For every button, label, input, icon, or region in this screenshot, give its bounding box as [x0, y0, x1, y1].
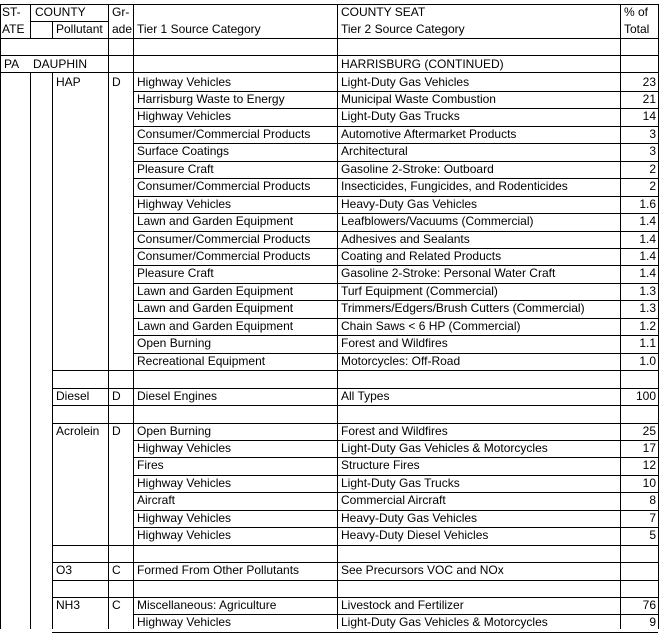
tier1-category: Surface Coatings — [137, 144, 230, 158]
tier2-category: Heavy-Duty Diesel Vehicles — [341, 528, 489, 542]
header-tier1: Tier 1 Source Category — [137, 22, 261, 36]
percent-of-total: 1.3 — [639, 301, 656, 315]
tier1-category: Consumer/Commercial Products — [137, 179, 311, 193]
tier2-category: Light-Duty Gas Trucks — [341, 109, 460, 123]
percent-of-total: 2 — [649, 162, 656, 176]
grade-value: C — [112, 598, 121, 612]
table-row-border — [52, 580, 658, 581]
grid-col-line-4 — [133, 4, 134, 629]
grid-col-line-7 — [658, 4, 659, 629]
grid-col-line-1-header — [30, 4, 31, 38]
percent-of-total: 3 — [649, 144, 656, 158]
tier2-category: Forest and Wildfires — [341, 336, 448, 350]
table-row-border — [52, 405, 658, 406]
percent-of-total: 12 — [642, 458, 656, 472]
percent-of-total: 14 — [642, 109, 656, 123]
tier1-category: Consumer/Commercial Products — [137, 127, 311, 141]
percent-of-total: 5 — [649, 528, 656, 542]
county-name: DAUPHIN — [33, 57, 88, 71]
header-state-line2: ATE — [2, 22, 25, 36]
tier2-category: Light-Duty Gas Vehicles & Motorcycles — [341, 615, 548, 629]
percent-of-total: 10 — [642, 476, 656, 490]
percent-of-total: 9 — [649, 615, 656, 629]
pollutant-name: Acrolein — [56, 424, 100, 438]
tier2-category: Insecticides, Fungicides, and Rodenticides — [341, 179, 568, 193]
header-pct-line1: % of — [624, 5, 649, 19]
tier1-category: Lawn and Garden Equipment — [137, 319, 294, 333]
percent-of-total: 1.4 — [639, 266, 656, 280]
header-tier2: Tier 2 Source Category — [341, 22, 465, 36]
percent-of-total: 17 — [642, 441, 656, 455]
tier2-category: Forest and Wildfires — [341, 424, 448, 438]
table-row-border — [52, 545, 658, 546]
percent-of-total: 1.0 — [639, 354, 656, 368]
percent-of-total: 1.3 — [639, 284, 656, 298]
tier1-category: Pleasure Craft — [137, 162, 214, 176]
tier2-category: Trimmers/Edgers/Brush Cutters (Commercial) — [341, 301, 585, 315]
tier1-category: Fires — [137, 458, 164, 472]
grid-col-line-3 — [108, 4, 109, 629]
tier2-category: Architectural — [341, 144, 408, 158]
county-seat-name: HARRISBURG (CONTINUED) — [341, 57, 504, 71]
tier2-category: Structure Fires — [341, 458, 420, 472]
tier2-category: Heavy-Duty Gas Vehicles — [341, 197, 478, 211]
grade-value: D — [112, 75, 121, 89]
pollutant-name: O3 — [56, 563, 73, 577]
tier2-category: Gasoline 2-Stroke: Outboard — [341, 162, 494, 176]
tier1-category: Harrisburg Waste to Energy — [137, 92, 285, 106]
percent-of-total: 2 — [649, 179, 656, 193]
tier1-category: Aircraft — [137, 493, 176, 507]
tier1-category: Highway Vehicles — [137, 441, 232, 455]
percent-of-total: 76 — [642, 598, 656, 612]
tier2-category: Heavy-Duty Gas Vehicles — [341, 511, 478, 525]
grid-col-line-2-header — [52, 21, 53, 38]
percent-of-total: 23 — [642, 75, 656, 89]
tier2-category: Municipal Waste Combustion — [341, 92, 496, 106]
header-grade-line2: ade — [112, 22, 133, 36]
tier2-category: Commercial Aircraft — [341, 493, 446, 507]
header-bottom-border — [0, 38, 658, 39]
header-grade-line1: Gr- — [112, 5, 130, 19]
tier2-category: Automotive Aftermarket Products — [341, 127, 517, 141]
tier1-category: Miscellaneous: Agriculture — [137, 598, 277, 612]
percent-of-total: 1.4 — [639, 214, 656, 228]
tier1-category: Highway Vehicles — [137, 75, 232, 89]
tier2-category: All Types — [341, 389, 390, 403]
header-divider-county — [30, 21, 108, 22]
top-border — [0, 4, 658, 5]
header-state-line1: ST- — [2, 5, 21, 19]
percent-of-total: 1.4 — [639, 249, 656, 263]
tier2-category: Chain Saws < 6 HP (Commercial) — [341, 319, 521, 333]
pollutant-name: HAP — [56, 75, 81, 89]
percent-of-total — [621, 562, 656, 579]
percent-of-total: 7 — [649, 511, 656, 525]
percent-of-total: 100 — [635, 389, 656, 403]
tier2-category: Leafblowers/Vacuums (Commercial) — [341, 214, 534, 228]
grid-col-line-5 — [337, 4, 338, 629]
header-pollutant: Pollutant — [56, 22, 103, 36]
header-county: COUNTY — [35, 5, 86, 19]
tier1-category: Consumer/Commercial Products — [137, 232, 311, 246]
tier1-category: Recreational Equipment — [137, 354, 266, 368]
tier2-category: Livestock and Fertilizer — [341, 598, 464, 612]
grid-col-line-1 — [30, 72, 31, 629]
table-row-border — [52, 370, 658, 371]
grade-value: C — [112, 563, 121, 577]
tier2-category: Coating and Related Products — [341, 249, 502, 263]
tier2-category: Adhesives and Sealants — [341, 232, 470, 246]
spacer-row-border — [0, 55, 658, 56]
tier1-category: Pleasure Craft — [137, 266, 214, 280]
tier1-category: Highway Vehicles — [137, 528, 232, 542]
tier2-category: See Precursors VOC and NOx — [341, 563, 504, 577]
tier2-category: Motorcycles: Off-Road — [341, 354, 461, 368]
percent-of-total: 25 — [642, 424, 656, 438]
tier2-category: Gasoline 2-Stroke: Personal Water Craft — [341, 266, 556, 280]
pollutant-name: Diesel — [56, 389, 90, 403]
state-code: PA — [4, 57, 20, 71]
percent-of-total: 3 — [649, 127, 656, 141]
grade-value: D — [112, 424, 121, 438]
location-row-border — [0, 72, 658, 73]
header-county-seat: COUNTY SEAT — [341, 5, 426, 19]
header-pct-line2: Total — [624, 22, 650, 36]
tier2-category: Turf Equipment (Commercial) — [341, 284, 498, 298]
tier2-category: Light-Duty Gas Vehicles — [341, 75, 470, 89]
tier1-category: Diesel Engines — [137, 389, 218, 403]
percent-of-total: 8 — [649, 493, 656, 507]
percent-of-total: 21 — [642, 92, 656, 106]
percent-of-total: 1.6 — [639, 197, 656, 211]
percent-of-total: 1.4 — [639, 232, 656, 246]
tier1-category: Highway Vehicles — [137, 511, 232, 525]
grade-value: D — [112, 389, 121, 403]
tier1-category: Formed From Other Pollutants — [137, 563, 300, 577]
tier1-category: Lawn and Garden Equipment — [137, 301, 294, 315]
tier2-category: Light-Duty Gas Vehicles & Motorcycles — [341, 441, 548, 455]
tier1-category: Highway Vehicles — [137, 476, 232, 490]
tier1-category: Highway Vehicles — [137, 615, 232, 629]
percent-of-total: 1.2 — [639, 319, 656, 333]
tier1-category: Highway Vehicles — [137, 197, 232, 211]
tier1-category: Highway Vehicles — [137, 109, 232, 123]
tier1-category: Open Burning — [137, 336, 212, 350]
tier1-category: Lawn and Garden Equipment — [137, 214, 294, 228]
tier1-category: Open Burning — [137, 424, 212, 438]
pollutant-name: NH3 — [56, 598, 81, 612]
tier1-category: Consumer/Commercial Products — [137, 249, 311, 263]
tier1-category: Lawn and Garden Equipment — [137, 284, 294, 298]
tier2-category: Light-Duty Gas Trucks — [341, 476, 460, 490]
percent-of-total: 1.1 — [639, 336, 656, 350]
grid-col-line-0 — [0, 4, 1, 629]
